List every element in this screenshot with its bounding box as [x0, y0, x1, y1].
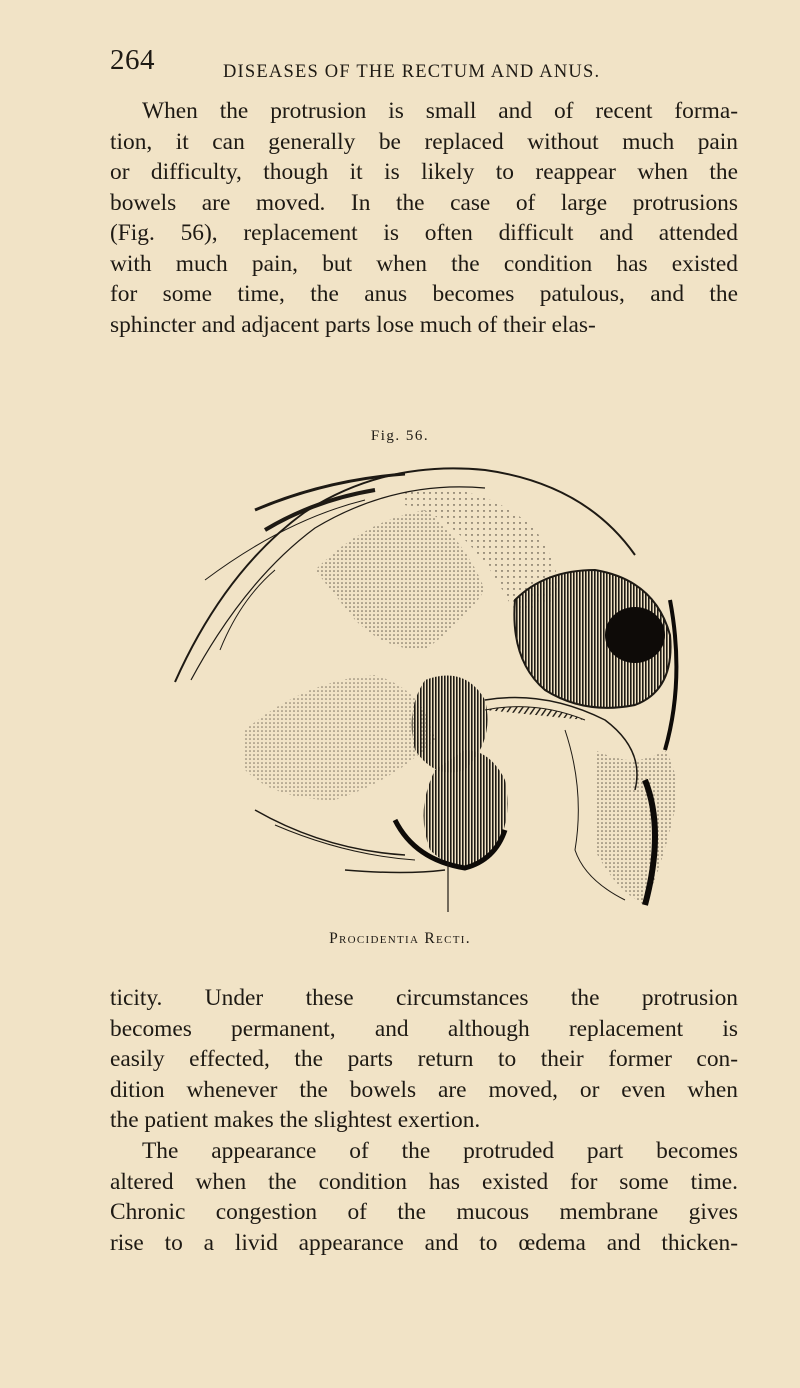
- text-line: (Fig. 56), replacement is often difficult and attended: [110, 220, 738, 246]
- text-line: tion, it can generally be replaced without much pain: [110, 128, 738, 155]
- figure-caption: Procidentia Recti.: [329, 930, 471, 947]
- text-line: Chronic congestion of the mucous membrane gives: [110, 1199, 738, 1225]
- text-line: for some time, the anus becomes patulous, and the: [110, 281, 738, 307]
- paragraph-3: [110, 1136, 738, 1258]
- text-line: the patient makes the slightest exertion.: [110, 1107, 481, 1133]
- text-line: bowels are moved. In the case of large protrusions: [110, 189, 738, 216]
- text-line: or difficulty, though it is likely to reappear when the: [110, 159, 738, 185]
- text-line: altered when the condition has existed for some time.: [110, 1168, 738, 1195]
- page-number: 264: [110, 44, 155, 76]
- paragraph-2: [110, 983, 738, 1136]
- procidentia-illustration: [165, 450, 685, 920]
- text-line: becomes permanent, and although replacement is: [110, 1015, 738, 1042]
- text-line: with much pain, but when the condition has existed: [110, 250, 738, 277]
- text-line: rise to a livid appearance and to œdema and thicken-: [110, 1229, 738, 1256]
- running-title: DISEASES OF THE RECTUM AND ANUS.: [223, 62, 601, 82]
- figure-label: Fig. 56.: [370, 428, 430, 444]
- text-line: dition whenever the bowels are moved, or even when: [110, 1076, 738, 1103]
- text-line: easily effected, the parts return to their former con-: [110, 1046, 738, 1072]
- text-line: The appearance of the protruded part becomes: [142, 1138, 738, 1164]
- page-header: [110, 44, 710, 84]
- text-line: When the protrusion is small and of recent forma-: [142, 98, 738, 124]
- text-line: sphincter and adjacent parts lose much of their elas-: [110, 311, 596, 338]
- paragraph-1: [110, 96, 738, 340]
- text-line: ticity. Under these circumstances the protrusion: [110, 985, 738, 1011]
